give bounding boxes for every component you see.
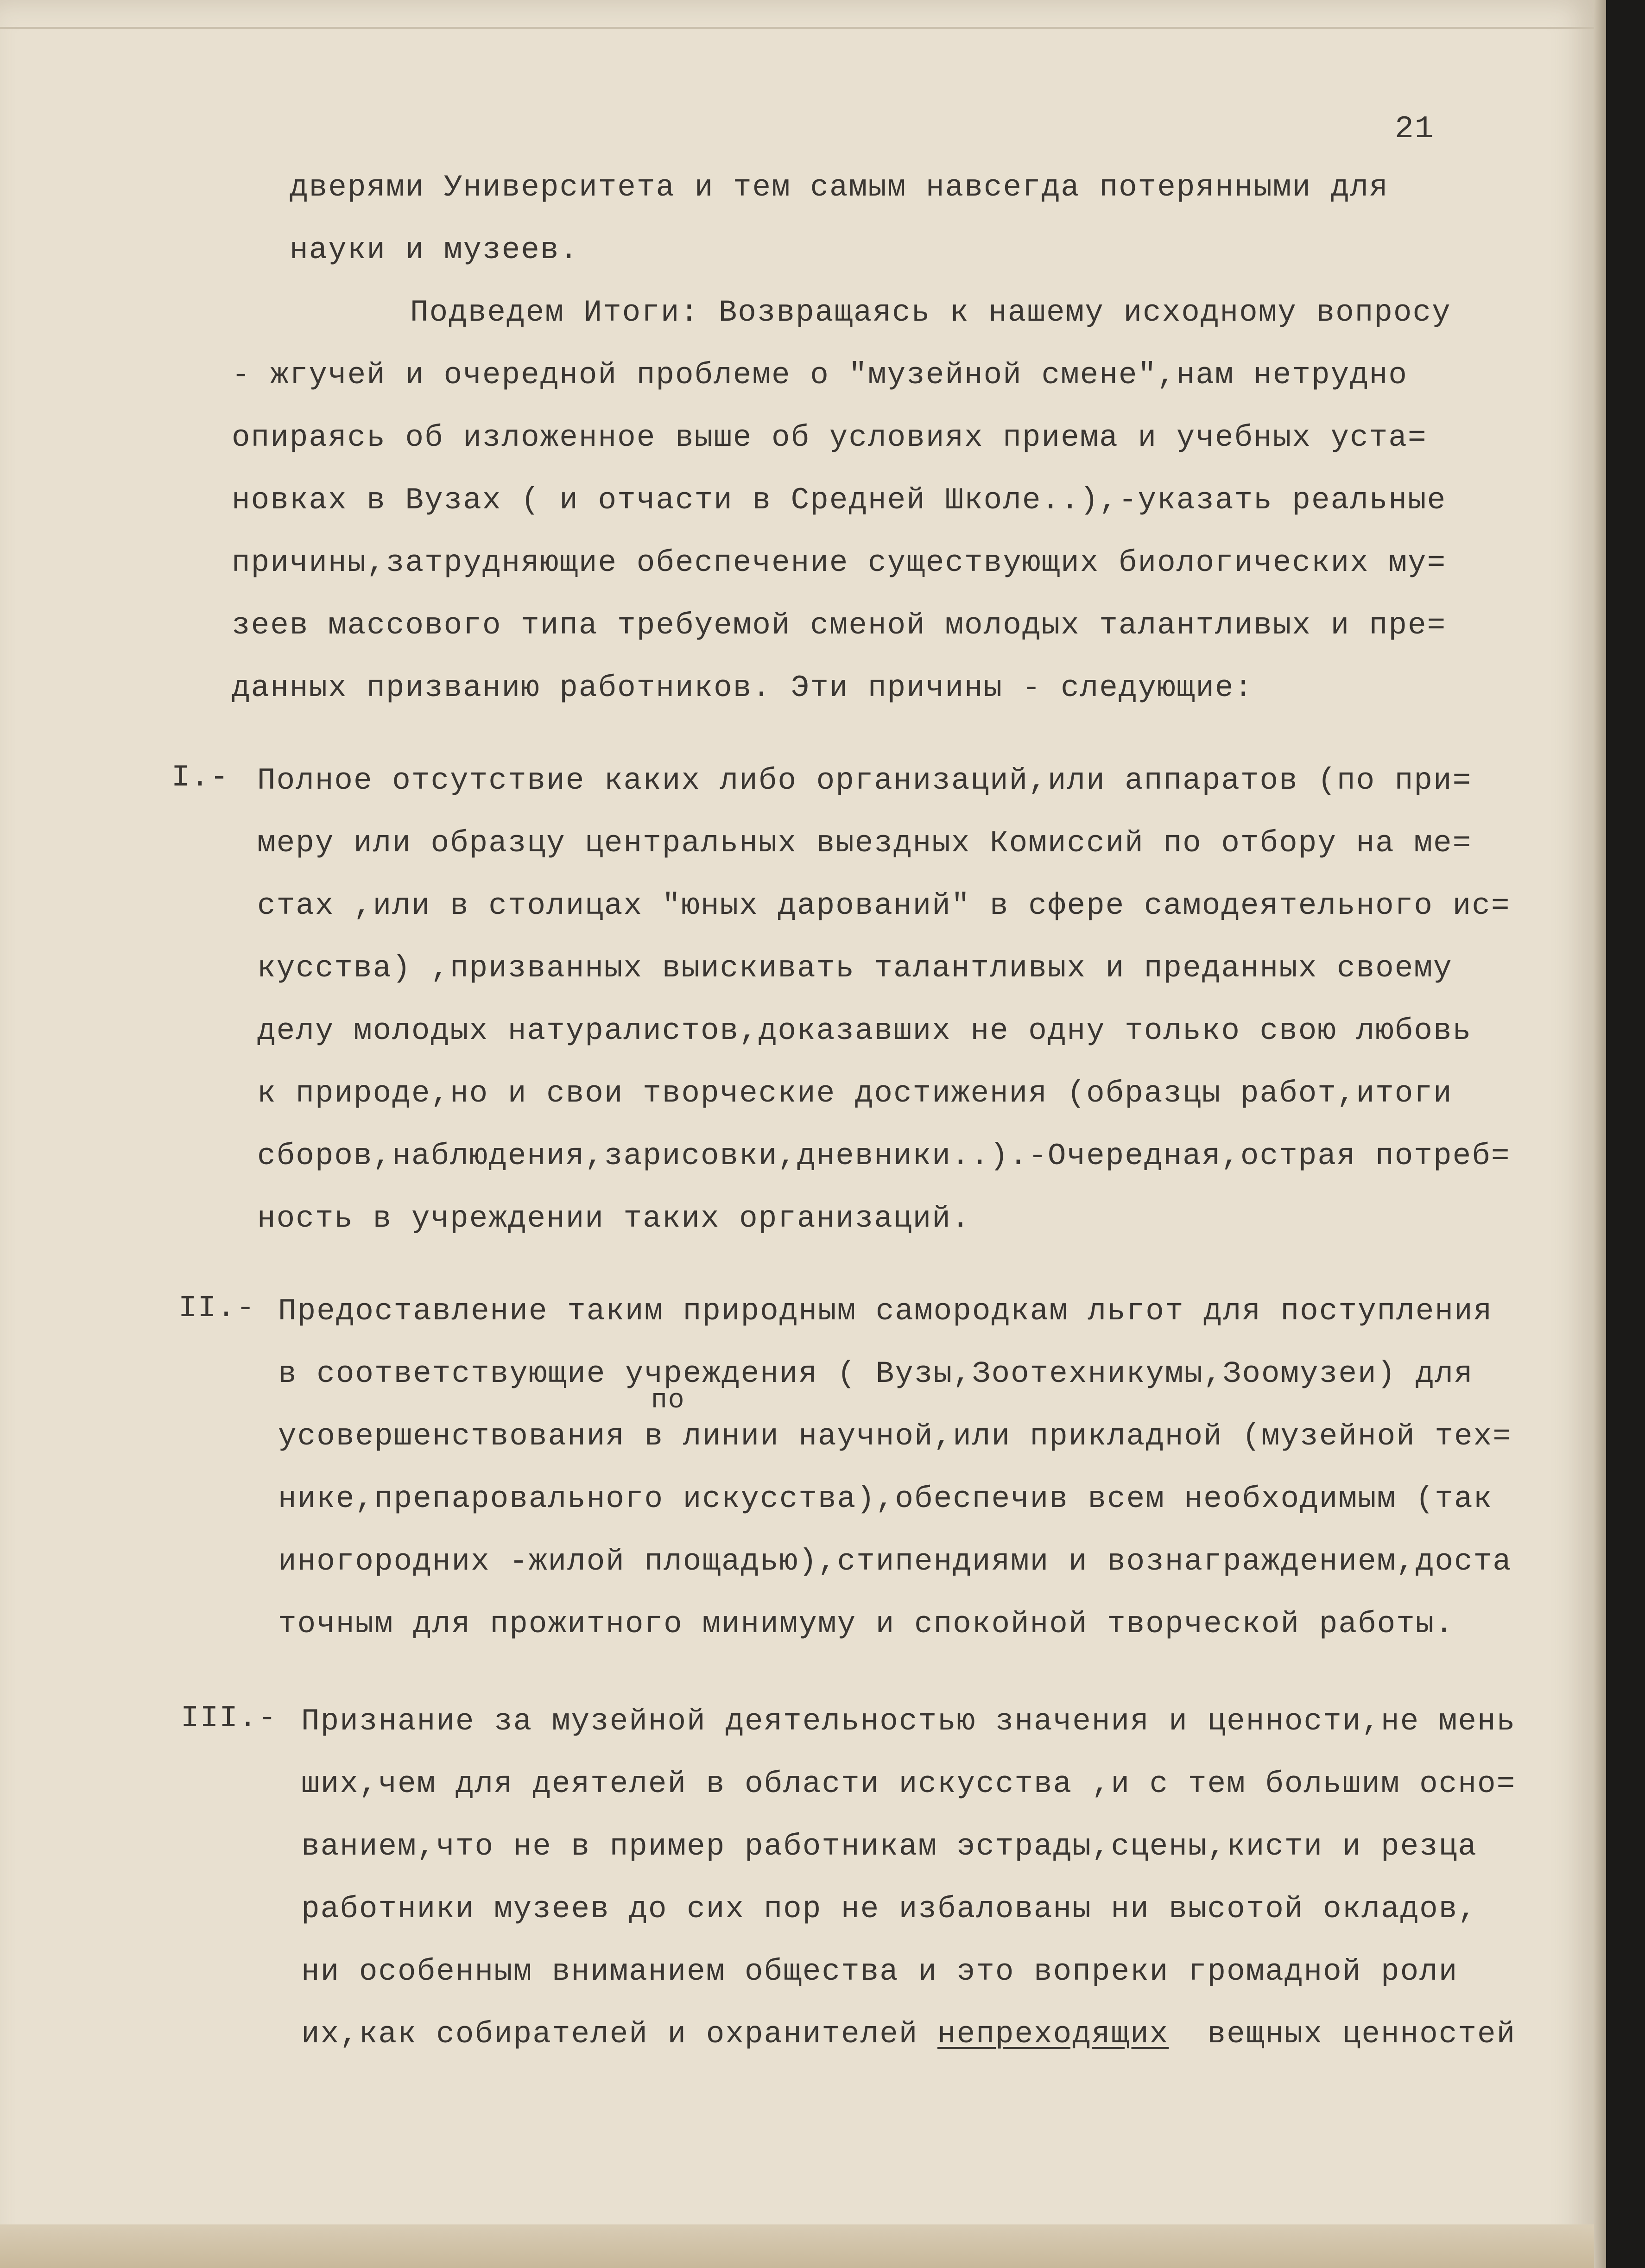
text-segment: их,как собирателей и охранителей: [301, 2017, 938, 2052]
text-line: опираясь об изложенное выше об условиях приема и учебных уста=: [232, 420, 1427, 455]
text-line: к природе,но и свои творческие достижения (образцы работ,итоги: [257, 1076, 1453, 1111]
text-line: кусства) ,призванных выискивать талантливых и преданных своему: [257, 951, 1453, 986]
item-marker: III.-: [181, 1701, 278, 1736]
text-line: ность в учреждении таких организаций.: [257, 1201, 971, 1236]
text-line: меру или образцу центральных выездных Комиссий по отбору на ме=: [257, 826, 1472, 861]
binding-line: [0, 27, 1594, 29]
text-line: - жгучей и очередной проблеме о "музейной смене",нам нетрудно: [232, 358, 1408, 393]
text-line: работники музеев до сих пор не избалованы ни высотой окладов,: [301, 1892, 1477, 1926]
text-line: точным для прожитного минимуму и спокойной творческой работы.: [278, 1607, 1454, 1641]
text-line: Предоставление таким природным самородкам льгот для поступления: [278, 1294, 1493, 1329]
text-line: дверями Университета и тем самым навсегда потерянными для: [290, 170, 1389, 205]
underlying-sheet: [0, 2224, 1594, 2268]
item-marker: II.-: [178, 1291, 256, 1325]
text-line: сборов,наблюдения,зарисовки,дневники..).-Очередная,острая потреб=: [257, 1139, 1511, 1173]
text-line: усовершенствования в линии научной,или прикладной (музейной тех=: [278, 1419, 1512, 1454]
page-edge: [1594, 0, 1606, 2268]
text-line: Полное отсутствие каких либо организаций,или аппаратов (по при=: [257, 763, 1472, 798]
text-segment: вещных ценностей: [1169, 2017, 1516, 2052]
item-marker: I.-: [171, 760, 229, 795]
page-number: 21: [1395, 111, 1435, 147]
text-line: причины,затрудняющие обеспечение существующих биологических му=: [232, 545, 1447, 580]
text-line: новках в Вузах ( и отчасти в Средней Школе..),-указать реальные: [232, 483, 1447, 518]
text-line: науки и музеев.: [290, 233, 579, 267]
text-line: ни особенным вниманием общества и это вопреки громадной роли: [301, 1954, 1458, 1989]
text-line: в соответствующие учреждения ( Вузы,Зоотехникумы,Зоомузеи) для: [278, 1356, 1474, 1391]
underlined-word: непреходящих: [937, 2017, 1169, 2052]
text-line: данных призванию работников. Эти причины - следующие:: [232, 671, 1254, 705]
text-line: ванием,что не в пример работникам эстрады,сцены,кисти и резца: [301, 1829, 1477, 1864]
text-line: делу молодых натуралистов,доказавших не одну только свою любовь: [257, 1014, 1472, 1048]
text-line: ших,чем для деятелей в области искусства ,и с тем большим осно=: [301, 1767, 1516, 1801]
text-line: зеев массового типа требуемой сменой молодых талантливых и пре=: [232, 608, 1447, 643]
text-line: Подведем Итоги: Возвращаясь к нашему исходному вопросу: [410, 295, 1451, 330]
text-line: [301, 2014, 1516, 2055]
text-line: стах ,или в столицах "юных дарований" в сфере самодеятельного ис=: [257, 888, 1511, 923]
text-line: нике,препаровального искусства),обеспечив всем необходимым (так: [278, 1482, 1493, 1516]
text-line: Признание за музейной деятельностью значения и ценности,не мень: [301, 1704, 1516, 1739]
handwritten-insertion: по: [651, 1386, 685, 1416]
text-line: иногородних -жилой площадью),стипендиями и вознаграждением,доста: [278, 1544, 1512, 1579]
